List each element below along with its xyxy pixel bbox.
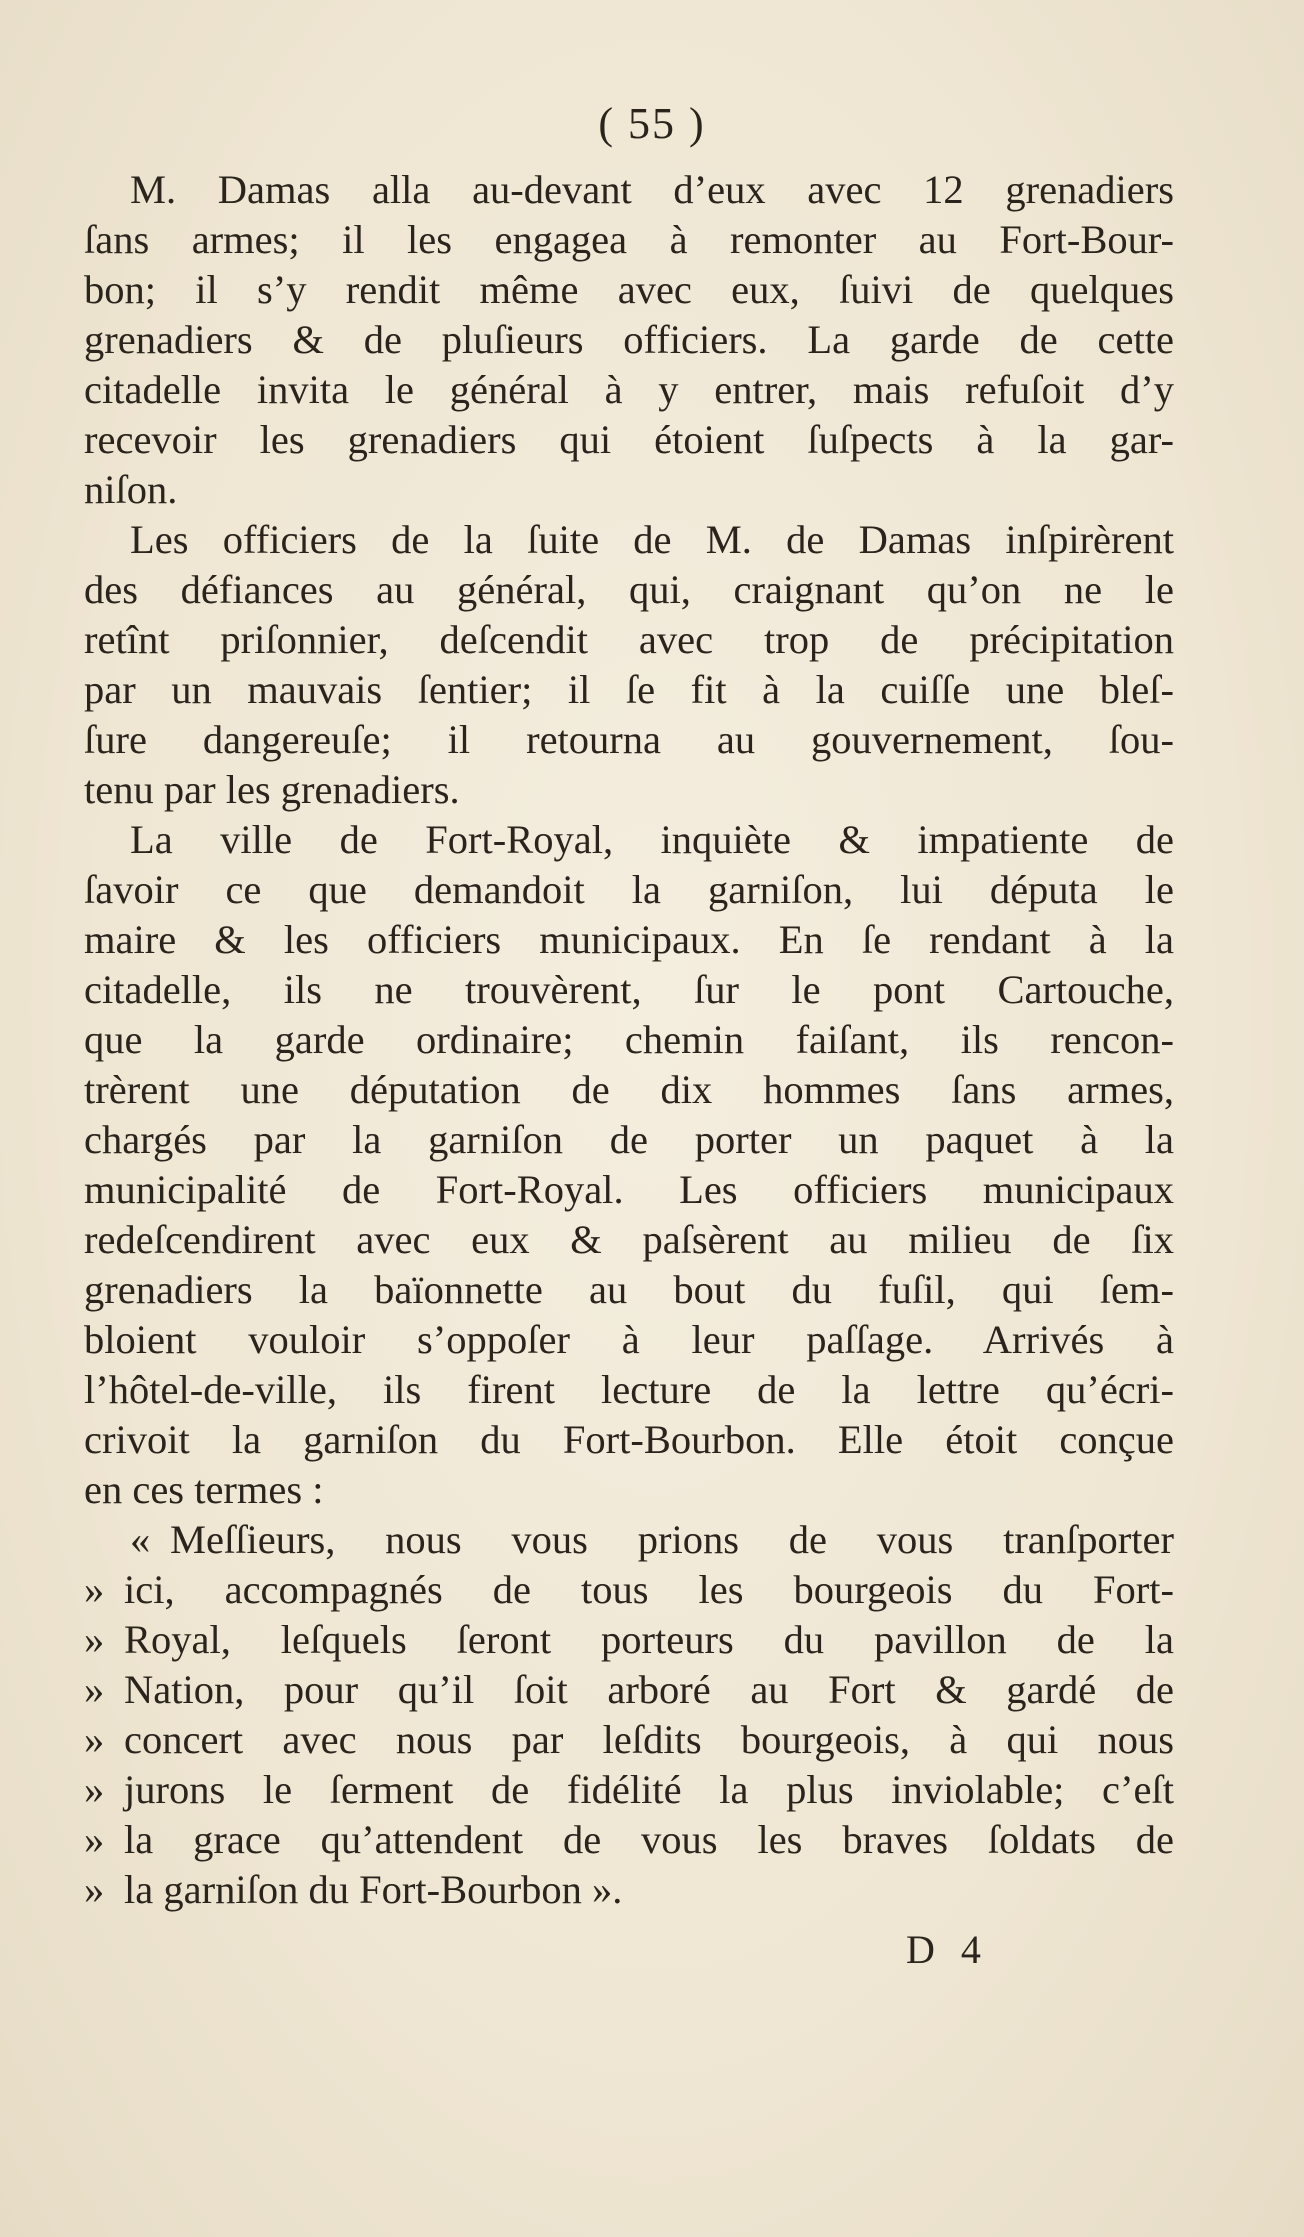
text-line: niſon. (84, 467, 178, 512)
quote-mark: « (130, 1517, 151, 1562)
text-line: Les officiers de la ſuite de M. de Damas inſpirèrent (130, 517, 1174, 562)
quote-line (84, 1715, 1174, 1765)
quote-mark: » (84, 1567, 105, 1612)
text-line: bon; il s’y rendit même avec eux, ſuivi de quelques (84, 267, 1174, 312)
quote-text: la garniſon du Fort-Bourbon ». (124, 1867, 623, 1912)
text-line: en ces termes : (84, 1467, 324, 1512)
text-line: redeſcendirent avec eux & paſsèrent au milieu de ſix (84, 1217, 1174, 1262)
text-line: l’hôtel-de-ville, ils firent lecture de la lettre qu’écri- (84, 1367, 1174, 1412)
paragraph-2 (84, 515, 1174, 815)
text-line: crivoit la garniſon du Fort-Bourbon. Elle étoit conçue (84, 1417, 1174, 1462)
body-text (84, 165, 1174, 1915)
text-line: citadelle, ils ne trouvèrent, ſur le pont Cartouche, (84, 967, 1174, 1012)
quote-line (84, 1815, 1174, 1865)
quote-text: jurons le ſerment de fidélité la plus inviolable; c’eſt (124, 1767, 1174, 1812)
text-line: trèrent une députation de dix hommes ſans armes, (84, 1067, 1174, 1112)
text-line: ſans armes; il les engagea à remonter au Fort-Bour- (84, 217, 1174, 262)
text-line: chargés par la garniſon de porter un paquet à la (84, 1117, 1174, 1162)
quote-mark: » (84, 1817, 105, 1862)
paragraph-3 (84, 815, 1174, 1515)
quote-line (84, 1765, 1174, 1815)
text-line: citadelle invita le général à y entrer, mais refuſoit d’y (84, 367, 1174, 412)
quote-mark: » (84, 1667, 105, 1712)
quote-text: concert avec nous par leſdits bourgeois, à qui nous (124, 1717, 1174, 1762)
quote-line (84, 1615, 1174, 1665)
quoted-letter (84, 1515, 1174, 1915)
quote-mark: » (84, 1617, 105, 1662)
text-line: ſavoir ce que demandoit la garniſon, lui députa le (84, 867, 1174, 912)
page-number: ( 55 ) (598, 99, 706, 148)
text-line: par un mauvais ſentier; il ſe fit à la cuiſſe une bleſ- (84, 667, 1174, 712)
quote-line (84, 1865, 1174, 1915)
text-line: retînt priſonnier, deſcendit avec trop de précipitation (84, 617, 1174, 662)
text-line: grenadiers & de pluſieurs officiers. La garde de cette (84, 317, 1174, 362)
text-line: municipalité de Fort-Royal. Les officiers municipaux (84, 1167, 1174, 1212)
text-line: tenu par les grenadiers. (84, 767, 460, 812)
quote-line (84, 1665, 1174, 1715)
quote-mark: » (84, 1767, 105, 1812)
text-line: ſure dangereuſe; il retourna au gouvernement, ſou- (84, 717, 1174, 762)
quote-line (84, 1565, 1174, 1615)
signature-mark: D 4 (906, 1927, 989, 1972)
text-line: que la garde ordinaire; chemin faiſant, ils rencon- (84, 1017, 1174, 1062)
quote-text: Nation, pour qu’il ſoit arboré au Fort & gardé de (124, 1667, 1174, 1712)
paragraph-1 (84, 165, 1174, 515)
quote-text: Royal, leſquels ſeront porteurs du pavillon de la (124, 1617, 1174, 1662)
text-line: recevoir les grenadiers qui étoient ſuſpects à la gar- (84, 417, 1174, 462)
text-line: des défiances au général, qui, craignant qu’on ne le (84, 567, 1174, 612)
quote-mark: » (84, 1867, 105, 1912)
text-line: La ville de Fort-Royal, inquiète & impatiente de (130, 817, 1174, 862)
text-line: maire & les officiers municipaux. En ſe rendant à la (84, 917, 1174, 962)
quote-line (84, 1515, 1174, 1565)
quote-text: ici, accompagnés de tous les bourgeois du Fort- (124, 1567, 1174, 1612)
quote-text: Meſſieurs, nous vous prions de vous tranſporter (170, 1517, 1174, 1562)
text-line: grenadiers la baïonnette au bout du fuſil, qui ſem- (84, 1267, 1174, 1312)
text-line: bloient vouloir s’oppoſer à leur paſſage. Arrivés à (84, 1317, 1174, 1362)
quote-mark: » (84, 1717, 105, 1762)
quote-text: la grace qu’attendent de vous les braves ſoldats de (124, 1817, 1174, 1862)
text-line: M. Damas alla au-devant d’eux avec 12 grenadiers (130, 167, 1174, 212)
